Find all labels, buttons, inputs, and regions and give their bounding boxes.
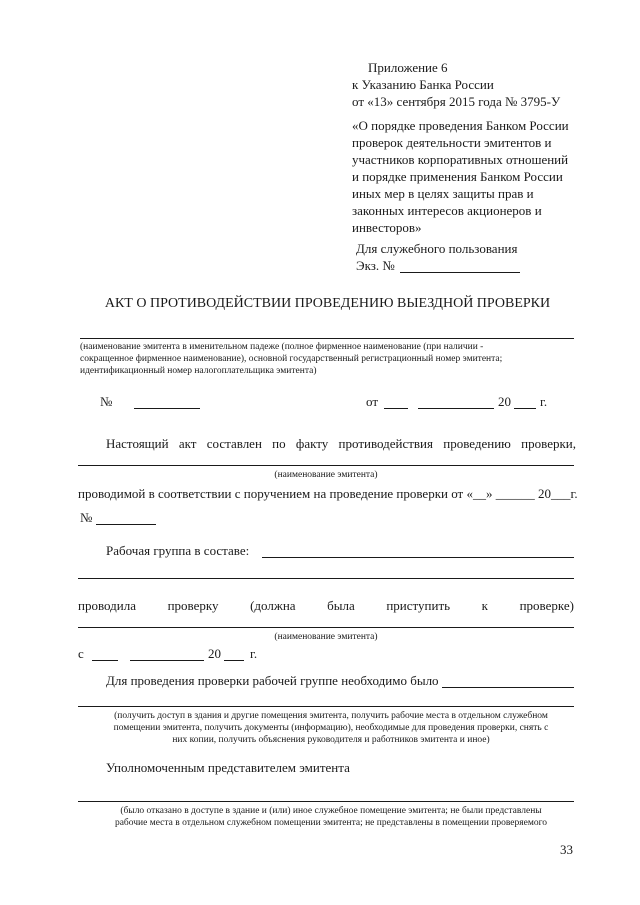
act-year-field[interactable]: [514, 408, 536, 409]
appendix-line-3: от «13» сентября 2015 года № 3795-У: [352, 94, 561, 109]
start-year-field[interactable]: [224, 660, 244, 661]
work-group-line: проводила проверку (должна была приступить к проверке): [78, 598, 574, 613]
reference-title-line-4: и порядке применения Банком России: [352, 169, 563, 184]
needed-hint-line-3: них копии, получить объяснения руководителя и работников эмитента и иное): [172, 735, 490, 745]
act-year-suffix: г.: [540, 394, 548, 409]
needed-field-1[interactable]: [442, 687, 574, 688]
start-date-month-field[interactable]: [130, 660, 204, 661]
issuer-name-field-2[interactable]: [78, 465, 574, 466]
appendix-line-1: Приложение 6: [368, 60, 448, 75]
page-number: 33: [560, 842, 573, 857]
reference-title-line-6: законных интересов акционеров и: [352, 203, 542, 218]
needed-label: Для проведения проверки рабочей группе необходимо было: [106, 673, 439, 688]
needed-hint-line-2: помещении эмитента, получить документы (информацию), необходимые для проведения проверки, снять с: [113, 723, 549, 733]
reference-title-line-1: «О порядке проведения Банком России: [352, 118, 569, 133]
issuer-hint-line-2: сокращенное фирменное наименование), основной государственный регистрационный номер эмитента;: [80, 354, 503, 364]
copy-number-label: Экз. №: [356, 258, 395, 273]
reference-title-line-5: иных мер в целях защиты прав и: [352, 186, 534, 201]
start-date-day-field[interactable]: [92, 660, 118, 661]
representative-hint-line-2: рабочие места в отдельном служебном помещении эмитента; не представлены в помещении проверяемого: [114, 818, 548, 828]
service-use-label: Для служебного пользования: [356, 241, 518, 256]
issuer-hint-2: (наименование эмитента): [274, 470, 378, 480]
act-number-field[interactable]: [134, 408, 200, 409]
start-date-from-label: с: [78, 646, 84, 661]
reference-title-line-7: инвесторов»: [352, 220, 422, 235]
work-group-label: Рабочая группа в составе:: [106, 543, 250, 558]
representative-hint-line-1: (было отказано в доступе в здание и (или) иное служебное помещение эмитента; не были представлены: [120, 806, 542, 816]
issuer-hint-line-1: (наименование эмитента в именительном падеже (полное фирменное наименование (при наличии -: [80, 342, 484, 352]
copy-number-field[interactable]: [400, 272, 520, 273]
representative-field[interactable]: [78, 801, 574, 802]
act-date-from-label: от: [366, 394, 379, 409]
representative-label: Уполномоченным представителем эмитента: [106, 760, 350, 775]
needed-hint-line-1: (получить доступ в здания и другие помещения эмитента, получить рабочие места в отдельном служебном: [114, 711, 548, 721]
work-group-field-2[interactable]: [78, 578, 574, 579]
start-year-prefix: 20: [208, 646, 221, 661]
appendix-line-2: к Указанию Банка России: [352, 77, 494, 92]
act-date-month-field[interactable]: [418, 408, 494, 409]
start-year-suffix: г.: [250, 646, 258, 661]
issuer-name-field[interactable]: [80, 338, 574, 339]
act-year-prefix: 20: [498, 394, 511, 409]
act-date-day-field[interactable]: [384, 408, 408, 409]
paragraph-1-line: Настоящий акт составлен по факту противодействия проведению проверки,: [106, 436, 576, 451]
issuer-name-field-3[interactable]: [78, 627, 574, 628]
reference-title-line-2: проверок деятельности эмитентов и: [352, 135, 552, 150]
act-number-label: №: [100, 394, 113, 409]
issuer-hint-line-3: идентификационный номер налогоплательщика эмитента): [80, 366, 317, 376]
work-group-field-1[interactable]: [262, 557, 574, 558]
document-title: АКТ О ПРОТИВОДЕЙСТВИИ ПРОВЕДЕНИЮ ВЫЕЗДНОЙ ПРОВЕРКИ: [104, 296, 551, 311]
needed-field-2[interactable]: [78, 706, 574, 707]
order-number-label: №: [80, 510, 93, 525]
reference-title-line-3: участников корпоративных отношений: [352, 152, 569, 167]
issuer-hint-3: (наименование эмитента): [274, 632, 378, 642]
order-reference-line: проводимой в соответствии с поручением на проведение проверки от «__» ______ 20___г.: [78, 486, 578, 501]
order-number-field[interactable]: [96, 524, 156, 525]
